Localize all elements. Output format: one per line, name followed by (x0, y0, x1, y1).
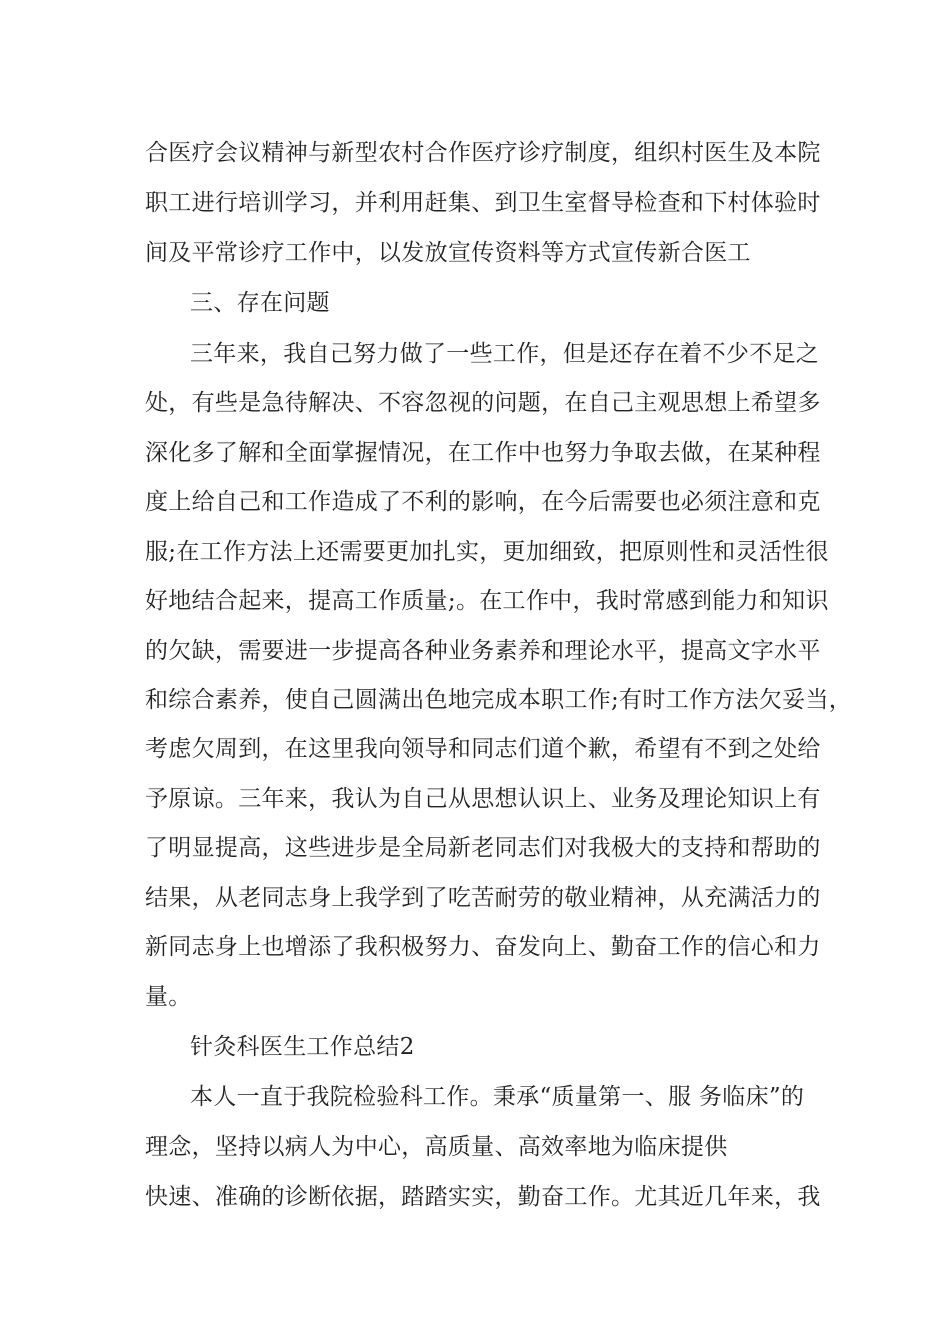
paragraph-line: 了明显提高，这些进步是全局新老同志们对我极大的支持和帮助的 (145, 835, 821, 861)
paragraph-line: 量。 (145, 984, 192, 1010)
paragraph-line: 快速、准确的诊断依据，踏踏实实，勤奋工作。尤其近几年来，我 (145, 1184, 821, 1210)
paragraph-line: 考虑欠周到，在这里我向领导和同志们道个歉，希望有不到之处给 (145, 736, 821, 762)
paragraph-line: 和综合素养，使自己圆满出色地完成本职工作;有时工作方法欠妥当， (145, 687, 853, 713)
paragraph-line: 本人一直于我院检验科工作。秉承“质量第一、服 务临床”的 (190, 1084, 805, 1110)
section-heading: 三、存在问题 (190, 290, 330, 316)
paragraph-line: 好地结合起来，提高工作质量;。在工作中，我时常感到能力和知识 (145, 588, 829, 614)
paragraph-line: 三年来，我自己努力做了一些工作，但是还存在着不少不足之 (190, 341, 820, 367)
paragraph-line: 间及平常诊疗工作中，以发放宣传资料等方式宣传新合医工 (145, 240, 751, 266)
paragraph-line: 的欠缺，需要进一步提高各种业务素养和理论水平，提高文字水平 (145, 638, 821, 664)
paragraph-line: 处，有些是急待解决、不容忽视的问题，在自己主观思想上希望多 (145, 390, 821, 416)
paragraph-line: 结果，从老同志身上我学到了吃苦耐劳的敬业精神，从充满活力的 (145, 885, 821, 911)
paragraph-line: 理念，坚持以病人为中心，高质量、高效率地为临床提供 (145, 1134, 728, 1160)
paragraph-line: 合医疗会议精神与新型农村合作医疗诊疗制度，组织村医生及本院 (145, 140, 821, 166)
section-heading: 针灸科医生工作总结2 (190, 1034, 415, 1060)
paragraph-line: 职工进行培训学习，并利用赶集、到卫生室督导检查和下村体验时 (145, 190, 821, 216)
paragraph-line: 新同志身上也增添了我积极努力、奋发向上、勤奋工作的信心和力 (145, 934, 821, 960)
paragraph-line: 予原谅。三年来，我认为自己从思想认识上、业务及理论知识上有 (145, 786, 821, 812)
paragraph-line: 度上给自己和工作造成了不利的影响，在今后需要也必须注意和克 (145, 489, 821, 515)
paragraph-line: 深化多了解和全面掌握情况，在工作中也努力争取去做，在某种程 (145, 440, 821, 466)
paragraph-line: 服;在工作方法上还需要更加扎实，更加细致，把原则性和灵活性很 (145, 539, 829, 565)
